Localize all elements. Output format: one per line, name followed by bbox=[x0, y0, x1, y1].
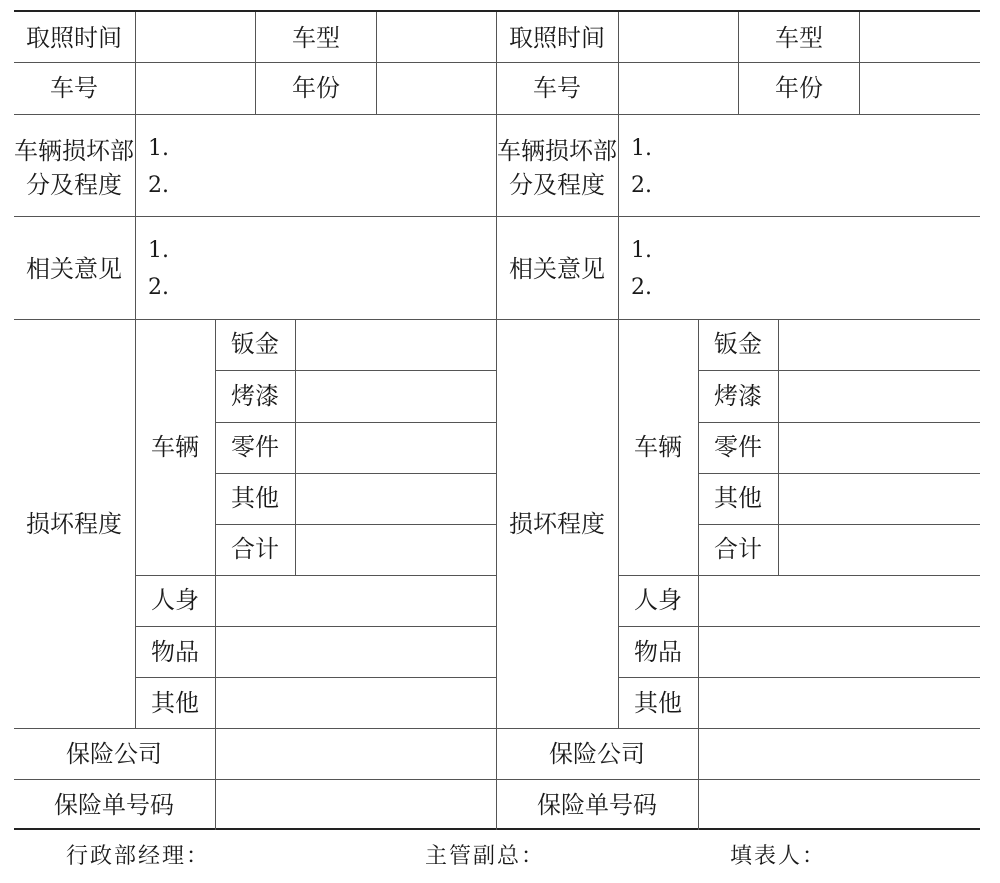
left-car-model-field[interactable] bbox=[377, 13, 495, 61]
left-vehicle-row-vehicle-other-field[interactable] bbox=[296, 473, 496, 523]
right-shoot-time-label: 取照时间 bbox=[509, 24, 605, 52]
right-year-field[interactable] bbox=[860, 63, 978, 113]
left-damage-item-1: 1. bbox=[148, 136, 169, 161]
left-plate-label: 车号 bbox=[50, 74, 98, 102]
right-car-model-field[interactable] bbox=[860, 13, 978, 61]
right-damage-property-label: 物品 bbox=[634, 638, 682, 666]
left-year-field[interactable] bbox=[377, 63, 495, 113]
right-opinion-label: 相关意见 bbox=[509, 255, 605, 283]
right-vehicle-row-vehicle-other-field[interactable] bbox=[779, 473, 979, 523]
left-insurer-field[interactable] bbox=[216, 729, 496, 778]
right-vehicle-label: 车辆 bbox=[634, 433, 682, 461]
right-opinion-field[interactable] bbox=[619, 217, 979, 318]
left-damage-part-label-line2: 分及程度 bbox=[26, 171, 122, 199]
right-damage-item-2: 2. bbox=[631, 173, 652, 198]
left-vehicle-row-parts-field[interactable] bbox=[296, 422, 496, 472]
right-plate-label: 车号 bbox=[533, 74, 581, 102]
right-damage-part-label-line2: 分及程度 bbox=[509, 171, 605, 199]
left-damage-description-field[interactable] bbox=[136, 115, 496, 215]
left-vehicle-label: 车辆 bbox=[151, 433, 199, 461]
left-vehicle-row-paint-label: 烤漆 bbox=[231, 382, 279, 410]
left-shoot-time-field[interactable] bbox=[136, 13, 254, 61]
right-plate-field[interactable] bbox=[619, 63, 737, 113]
right-car-model-label: 车型 bbox=[775, 24, 823, 52]
right-col-line bbox=[738, 12, 739, 114]
right-policy-number-field[interactable] bbox=[699, 780, 979, 829]
right-damage-degree-label: 损坏程度 bbox=[509, 510, 605, 538]
right-vehicle-row-subtotal-label: 合计 bbox=[714, 535, 762, 563]
left-vehicle-row-sheet-metal-label: 钣金 bbox=[231, 330, 279, 358]
right-damage-description-field[interactable] bbox=[619, 115, 979, 215]
right-vehicle-row-parts-field[interactable] bbox=[779, 422, 979, 472]
right-vehicle-row-parts-label: 零件 bbox=[714, 433, 762, 461]
right-vehicle-row-sheet-metal-field[interactable] bbox=[779, 319, 979, 369]
left-vehicle-row-sheet-metal-field[interactable] bbox=[296, 319, 496, 369]
right-damage-person-field[interactable] bbox=[699, 575, 979, 625]
left-damage-person-label: 人身 bbox=[151, 586, 199, 614]
right-vehicle-row-sheet-metal-label: 钣金 bbox=[714, 330, 762, 358]
left-damage-degree-label: 损坏程度 bbox=[26, 510, 122, 538]
right-vehicle-row-paint-field[interactable] bbox=[779, 371, 979, 421]
left-damage-other-label: 其他 bbox=[151, 689, 199, 717]
left-policy-number-field[interactable] bbox=[216, 780, 496, 829]
right-shoot-time-field[interactable] bbox=[619, 13, 737, 61]
left-damage-property-field[interactable] bbox=[216, 627, 496, 677]
right-damage-item-1: 1. bbox=[631, 136, 652, 161]
right-vehicle-row-subtotal-field[interactable] bbox=[779, 524, 979, 574]
right-year-label: 年份 bbox=[775, 74, 823, 102]
right-insurer-field[interactable] bbox=[699, 729, 979, 778]
left-opinion-item-2: 2. bbox=[148, 275, 169, 300]
left-damage-person-field[interactable] bbox=[216, 575, 496, 625]
left-col-line bbox=[255, 12, 256, 114]
left-opinion-label: 相关意见 bbox=[26, 255, 122, 283]
left-damage-other-field[interactable] bbox=[216, 678, 496, 728]
right-damage-property-field[interactable] bbox=[699, 627, 979, 677]
left-policy-number-label: 保险单号码 bbox=[54, 791, 174, 819]
right-vehicle-row-paint-label: 烤漆 bbox=[714, 382, 762, 410]
right-damage-other-field[interactable] bbox=[699, 678, 979, 728]
left-damage-item-2: 2. bbox=[148, 173, 169, 198]
left-vehicle-row-parts-label: 零件 bbox=[231, 433, 279, 461]
left-vehicle-row-subtotal-field[interactable] bbox=[296, 524, 496, 574]
right-opinion-item-1: 1. bbox=[631, 238, 652, 263]
filler-signature-label: 填表人： bbox=[729, 844, 827, 869]
left-plate-field[interactable] bbox=[136, 63, 254, 113]
right-damage-person-label: 人身 bbox=[634, 586, 682, 614]
left-shoot-time-label: 取照时间 bbox=[26, 24, 122, 52]
right-opinion-item-2: 2. bbox=[631, 275, 652, 300]
right-policy-number-label: 保险单号码 bbox=[537, 791, 657, 819]
left-opinion-item-1: 1. bbox=[148, 238, 169, 263]
right-insurer-label: 保险公司 bbox=[549, 740, 645, 768]
left-vehicle-row-subtotal-label: 合计 bbox=[231, 535, 279, 563]
left-vehicle-row-vehicle-other-label: 其他 bbox=[231, 484, 279, 512]
right-vehicle-row-vehicle-other-label: 其他 bbox=[714, 484, 762, 512]
left-insurer-label: 保险公司 bbox=[66, 740, 162, 768]
right-damage-other-label: 其他 bbox=[634, 689, 682, 717]
center-divider bbox=[496, 12, 497, 830]
vp-signature-label: 主管副总： bbox=[424, 844, 546, 869]
left-vehicle-row-paint-field[interactable] bbox=[296, 371, 496, 421]
left-damage-property-label: 物品 bbox=[151, 638, 199, 666]
right-damage-part-label-line1: 车辆损坏部 bbox=[497, 137, 617, 165]
left-opinion-field[interactable] bbox=[136, 217, 496, 318]
manager-signature-label: 行政部经理： bbox=[65, 844, 211, 869]
left-damage-part-label-line1: 车辆损坏部 bbox=[14, 137, 134, 165]
left-car-model-label: 车型 bbox=[292, 24, 340, 52]
claim-form bbox=[14, 10, 980, 830]
left-year-label: 年份 bbox=[292, 74, 340, 102]
